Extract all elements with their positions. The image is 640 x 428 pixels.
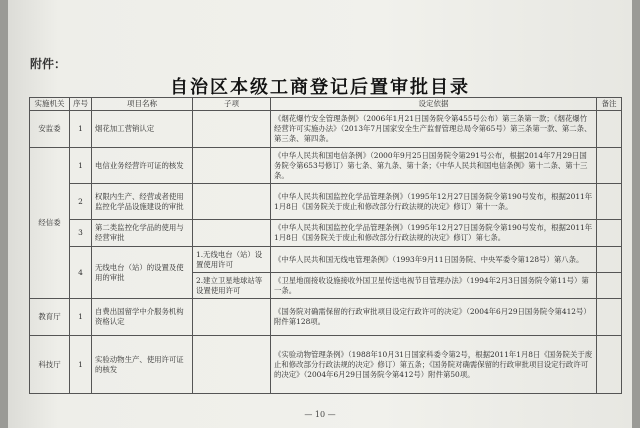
- page-number: — 10 —: [304, 410, 336, 419]
- header-dept: 实施机关: [30, 98, 70, 111]
- attachment-label: 附件：: [30, 57, 67, 71]
- header-sub: 子项: [193, 98, 271, 111]
- dept-cell: 经信委: [30, 148, 70, 299]
- remark-cell: [597, 184, 622, 220]
- dept-cell: 教育厅: [30, 299, 70, 336]
- approval-catalog-table: [29, 97, 622, 394]
- table-row: [30, 247, 622, 273]
- table-row: [30, 220, 622, 247]
- remark-cell: [597, 220, 622, 247]
- no-cell: 1: [70, 148, 92, 184]
- item-cell: 无线电台（站）的设置及使用的审批: [92, 247, 193, 299]
- no-cell: 1: [70, 111, 92, 148]
- remark-cell: [597, 247, 622, 273]
- item-cell: 自费出国留学中介服务机构资格认定: [92, 299, 193, 336]
- item-cell: 烟花加工营销认定: [92, 111, 193, 148]
- dept-cell: 安监委: [30, 111, 70, 148]
- basis-cell: 《实验动物管理条例》（1988年10月31日国家科委令第2号，根据2011年1月8日《国务院关于废止和修改部分行政法规的决定》修订）第五条；《国务院对确需保留的行政审批项目设定行政许可的决定》（2004年6月29日国务院令第412号）附件第50项。: [271, 336, 597, 394]
- remark-cell: [597, 299, 622, 336]
- basis-cell: 《国务院对确需保留的行政审批项目设定行政许可的决定》（2004年6月29日国务院令第412号）附件第128项。: [271, 299, 597, 336]
- sub-cell: [193, 148, 271, 184]
- remark-cell: [597, 273, 622, 299]
- basis-cell: 《烟花爆竹安全管理条例》（2006年1月21日国务院令第455号公布）第三条第一款；《烟花爆竹经营许可实施办法》（2013年7月国家安全生产监督管理总局令第65号）第三条第一款、第二条、第三条、第四条。: [271, 111, 597, 148]
- remark-cell: [597, 336, 622, 394]
- no-cell: 2: [70, 184, 92, 220]
- remark-cell: [597, 111, 622, 148]
- no-cell: 1: [70, 299, 92, 336]
- header-item: 项目名称: [92, 98, 193, 111]
- header-basis: 设定依据: [271, 98, 597, 111]
- header-remark: 备注: [597, 98, 622, 111]
- table-row: [30, 299, 622, 336]
- no-cell: 4: [70, 247, 92, 299]
- sub-cell: [193, 184, 271, 220]
- table-row: [30, 111, 622, 148]
- basis-cell: 《中华人民共和国无线电管理条例》（1993年9月11日国务院、中央军委令第128号）第八条。: [271, 247, 597, 273]
- table-row: [30, 336, 622, 394]
- sub-cell: [193, 111, 271, 148]
- basis-cell: 《中华人民共和国监控化学品管理条例》（1995年12月27日国务院令第190号发布，根据2011年1月8日《国务院关于废止和修改部分行政法规的决定》修订）第十一条。: [271, 184, 597, 220]
- basis-cell: 《中华人民共和国监控化学品管理条例》（1995年12月27日国务院令第190号发布，根据2011年1月8日《国务院关于废止和修改部分行政法规的决定》修订）第七条。: [271, 220, 597, 247]
- item-cell: 电信业务经营许可证的核发: [92, 148, 193, 184]
- item-cell: 权限内生产、经营或者使用监控化学品设施建设的审批: [92, 184, 193, 220]
- sub-cell: [193, 336, 271, 394]
- remark-cell: [597, 148, 622, 184]
- no-cell: 3: [70, 220, 92, 247]
- dept-cell: 科技厅: [30, 336, 70, 394]
- basis-cell: 《中华人民共和国电信条例》（2000年9月25日国务院令第291号公布，根据2014年7月29日国务院令第653号修订）第七条、第九条、第十条；《中华人民共和国电信条例》第十二条、第十三条。: [271, 148, 597, 184]
- sub-cell: [193, 299, 271, 336]
- sub-cell: [193, 220, 271, 247]
- item-cell: 实验动物生产、使用许可证的核发: [92, 336, 193, 394]
- page-title: 自治区本级工商登记后置审批目录: [170, 77, 470, 98]
- sub-cell: 2.建立卫星地球站等设置使用许可: [193, 273, 271, 299]
- table-row: [30, 148, 622, 184]
- table-row: [30, 184, 622, 220]
- header-no: 序号: [70, 98, 92, 111]
- basis-cell: 《卫星地面接收设施接收外国卫星传送电视节目管理办法》（1994年2月3日国务院令第11号）第一条。: [271, 273, 597, 299]
- sub-cell: 1.无线电台（站）设置使用许可: [193, 247, 271, 273]
- table-header-row: [30, 98, 622, 111]
- item-cell: 第二类监控化学品的使用与经营审批: [92, 220, 193, 247]
- no-cell: 1: [70, 336, 92, 394]
